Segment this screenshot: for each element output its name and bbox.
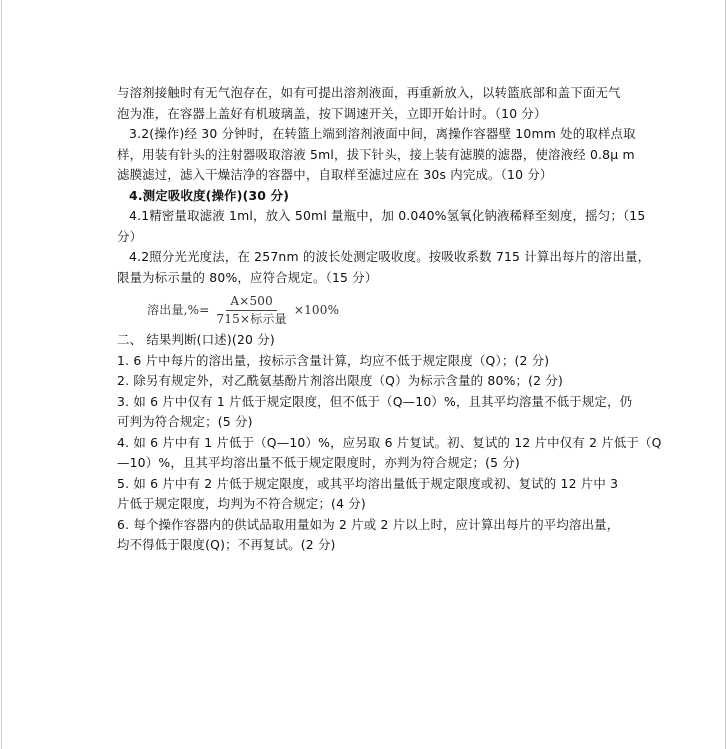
text-line: —10）%，且其平均溶出量不低于规定限度时，亦判为符合规定；(5 分) bbox=[117, 455, 520, 470]
dissolution-formula bbox=[147, 290, 622, 330]
text-line: 5. 如 6 片中有 2 片低于规定限度，或其平均溶出量低于规定限度或初、复试的 12 片中 3 bbox=[117, 475, 619, 491]
text-line: 分） bbox=[117, 228, 143, 244]
judgement-item-5 bbox=[117, 474, 622, 515]
paragraph-step-4-2 bbox=[117, 247, 651, 288]
text-line: 6. 每个操作容器内的供试品取用量如为 2 片或 2 片以上时，应计算出每片的平均溶出量， bbox=[117, 516, 620, 532]
text-line: 滤膜滤过，滤入干燥洁净的容器中，自取样至滤过应在 30s 内完成。（10 分） bbox=[117, 167, 553, 182]
formula-denominator: 715×标示量 bbox=[216, 311, 287, 326]
judgement-item-3 bbox=[117, 392, 633, 433]
formula-lhs: 溶出量,%= bbox=[147, 302, 210, 317]
text-line: 3.2(操作)经 30 分钟时，在转篮上端到溶剂液面中间，离操作容器壁 10mm 处的取样点取 bbox=[129, 126, 636, 141]
paragraph-step-4-1 bbox=[117, 206, 646, 247]
judgement-item-4 bbox=[117, 433, 662, 474]
text-line: 4.2照分光光度法，在 257nm 的波长处测定吸收度。按吸收系数 715 计算出每片的溶出量， bbox=[129, 249, 651, 264]
judgement-item-2: 2. 除另有规定外，对乙酰氨基酚片剂溶出限度（Q）为标示含量的 80%；(2 分) bbox=[117, 373, 564, 388]
section-heading-result: 二、 结果判断(口述)(20 分) bbox=[117, 332, 275, 347]
formula-numerator: A×500 bbox=[226, 294, 277, 311]
text-line: 3. 如 6 片中仅有 1 片低于规定限度，但不低于（Q—10）%，且其平均溶量不低于规定，仍 bbox=[117, 393, 633, 409]
judgement-item-1: 1. 6 片中每片的溶出量，按标示含量计算，均应不低于规定限度（Q）；(2 分) bbox=[117, 352, 550, 368]
paragraph-step-3-2 bbox=[117, 124, 636, 186]
document-page bbox=[1, 0, 726, 749]
text-line: 4. 如 6 片中有 1 片低于（Q—10）%，应另取 6 片复试。初、复试的 12 片中仅有 2 片低于（Q bbox=[117, 434, 662, 450]
text-line: 限量为标示量的 80%，应符合规定。（15 分） bbox=[117, 269, 378, 285]
text-line: 与溶剂接触时有无气泡存在，如有可提出溶剂液面，再重新放入，以转篮底部和盖下面无气 bbox=[117, 85, 621, 100]
section-heading-absorbance: 4.测定吸收度(操作)(30 分) bbox=[129, 187, 290, 203]
judgement-item-6 bbox=[117, 515, 622, 556]
formula-fraction bbox=[212, 294, 290, 327]
section-result-judgement bbox=[117, 330, 662, 556]
document-body bbox=[117, 83, 662, 556]
text-line: 样，用装有针头的注射器吸取溶液 5ml，拔下针头，接上装有滤膜的滤器，使溶液经 0.8μ m bbox=[117, 146, 635, 162]
text-line: 片低于规定限度，均判为不符合规定；(4 分) bbox=[117, 496, 366, 511]
formula-multiplier: ×100% bbox=[293, 302, 340, 317]
text-line: 可判为符合规定；(5 分) bbox=[117, 414, 253, 429]
text-line: 4.1精密量取滤液 1ml，放入 50ml 量瓶中，加 0.040%氢氧化钠液稀释至刻度，摇匀；（15 bbox=[129, 208, 646, 223]
text-line: 均不得低于限度(Q)；不再复试。(2 分) bbox=[117, 537, 336, 552]
text-line: 泡为准，在容器上盖好有机玻璃盖，按下调速开关，立即开始计时。（10 分） bbox=[117, 105, 547, 121]
paragraph-bubble-check bbox=[117, 83, 622, 124]
